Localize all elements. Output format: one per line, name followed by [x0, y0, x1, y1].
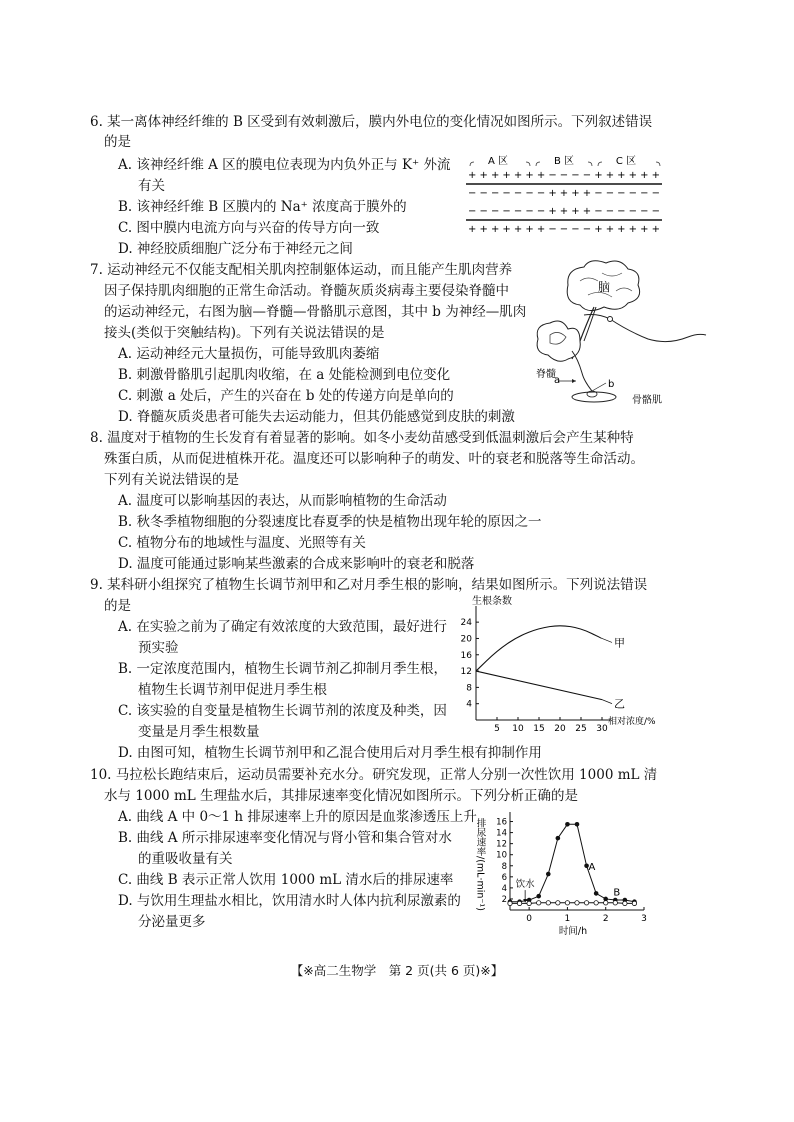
- membrane-row-2: − − − − − − − + + + + − − − − − −: [468, 188, 660, 199]
- x-tick-label: 2: [602, 914, 609, 924]
- x-tick-label: 25: [575, 724, 587, 734]
- x-tick-label: 15: [533, 724, 545, 734]
- y-tick-label: 24: [460, 618, 472, 629]
- q10-option-b-cont: 的重吸收量有关: [138, 851, 233, 867]
- point-B: [632, 901, 636, 905]
- brain-label: 脑: [597, 280, 611, 294]
- y-axis-label: 排尿速率/(mL·min⁻¹): [474, 818, 486, 911]
- y-tick-label: 14: [496, 828, 507, 839]
- zone-a-label: A 区: [487, 156, 509, 167]
- q7-stem-line1: 7. 运动神经元不仅能支配相关肌肉控制躯体运动，而且能产生肌肉营养: [90, 262, 513, 278]
- q8-stem-line2: 殊蛋白质，从而促进植株开花。温度还可以影响种子的萌发、叶的衰老和脱落等生命活动。: [104, 451, 644, 467]
- point-A: [556, 836, 561, 841]
- series-label-0: 甲: [614, 636, 625, 650]
- point-B: [517, 901, 521, 905]
- point-B: [594, 901, 598, 905]
- x-tick-label: 1: [564, 914, 571, 924]
- q9-stem-line1: 9. 某科研小组探究了植物生长调节剂甲和乙对月季生根的影响，结果如图所示。下列说法错误: [90, 577, 648, 593]
- q9-option-d: D. 由图可知，植物生长调节剂甲和乙混合使用后对月季生根有抑制作用: [118, 745, 542, 761]
- q7-option-a: A. 运动神经元大量损伤，可能导致肌肉萎缩: [118, 346, 380, 362]
- q8-option-d: D. 温度可能通过影响某些激素的合成来影响叶的衰老和脱落: [118, 556, 475, 572]
- series-line-1: [476, 671, 602, 700]
- y-tick-label: 8: [501, 861, 507, 872]
- point-B: [546, 901, 550, 905]
- x-tick-label: 10: [512, 724, 524, 734]
- y-tick-label: 8: [466, 683, 472, 694]
- x-axis-label: 时间/h: [558, 926, 588, 937]
- muscle-label: 骨骼肌: [632, 395, 662, 406]
- series-line-0: [476, 626, 602, 671]
- q10-option-d-cont: 分泌量更多: [138, 914, 206, 930]
- point-B: [623, 901, 627, 905]
- q8-option-c: C. 植物分布的地域性与温度、光照等有关: [118, 535, 366, 551]
- q6-stem-line2: 的是: [104, 134, 131, 150]
- q10-stem-line1: 10. 马拉松长跑结束后，运动员需要补充水分。研究发现，正常人分别一次性饮用 1000 mL 清: [90, 767, 658, 783]
- point-B: [527, 901, 531, 905]
- q9-option-c: C. 该实验的自变量是植物生长调节剂的浓度及种类，因: [118, 703, 447, 719]
- q6-option-d: D. 神经胶质细胞广泛分布于神经元之间: [118, 241, 353, 257]
- point-a-label: a: [554, 375, 561, 386]
- q7-option-d: D. 脊髓灰质炎患者可能失去运动能力，但其仍能感觉到皮肤的刺激: [118, 409, 515, 425]
- q6-option-a: A. 该神经纤维 A 区的膜电位表现为内负外正与 K⁺ 外流: [118, 157, 451, 173]
- membrane-row-4: + + + + + + + − − − − + + + + + +: [468, 224, 660, 235]
- point-A: [546, 872, 551, 877]
- point-B: [575, 901, 579, 905]
- zone-c-label: C 区: [615, 156, 637, 167]
- q9-option-b-cont: 植物生长调节剂甲促进月季生根: [138, 682, 327, 698]
- q6-option-a-cont: 有关: [138, 178, 165, 194]
- series-label-1: 乙: [614, 697, 625, 711]
- q10-option-c: C. 曲线 B 表示正常人饮用 1000 mL 清水后的排尿速率: [118, 872, 454, 888]
- point-A: [575, 822, 580, 827]
- point-B: [508, 901, 512, 905]
- q6-membrane-figure: [466, 150, 664, 234]
- q7-stem-line2: 因子保持肌肉细胞的正常生命活动。脊髓灰质炎病毒主要侵染脊髓中: [104, 283, 509, 299]
- x-tick-label: 0: [526, 914, 533, 924]
- q7-stem-line3: 的运动神经元，右图为脑—脊髓—骨骼肌示意图，其中 b 为神经—肌肉: [104, 304, 527, 320]
- y-tick-label: 10: [496, 850, 507, 861]
- q9-option-c-cont: 变量是月季生根数量: [138, 724, 260, 740]
- y-tick-label: 4: [466, 699, 472, 710]
- q9-option-b: B. 一定浓度范围内，植物生长调节剂乙抑制月季生根，: [118, 661, 448, 677]
- y-tick-label: 2: [501, 894, 507, 905]
- point-B: [556, 901, 560, 905]
- x-tick-label: 30: [596, 724, 608, 734]
- q6-option-c: C. 图中膜内电流方向与兴奋的传导方向一致: [118, 220, 380, 236]
- series-leader-1: [602, 700, 612, 704]
- y-tick-label: 12: [496, 839, 507, 850]
- q9-rooting-chart: [452, 594, 656, 744]
- x-tick-label: 5: [494, 724, 500, 734]
- point-B: [584, 901, 588, 905]
- q10-option-d: D. 与饮用生理盐水相比，饮用清水时人体内抗利尿激素的: [118, 893, 461, 909]
- point-B: [604, 901, 608, 905]
- x-axis-label: 相对浓度/%: [608, 717, 656, 727]
- membrane-row-1: + + + + + + + − − − − + + + + + +: [468, 170, 660, 181]
- page-footer: 【※高二生物学 第 2 页(共 6 页)※】: [290, 963, 504, 978]
- q8-stem-line3: 下列有关说法错误的是: [104, 472, 239, 488]
- y-tick-label: 4: [501, 883, 507, 894]
- q10-urine-rate-chart: [476, 808, 676, 942]
- x-tick-label: 20: [554, 724, 566, 734]
- y-axis-label: 生根条数: [472, 596, 512, 607]
- spinal-cord-label: 脊髓: [536, 369, 556, 380]
- point-B: [565, 901, 569, 905]
- membrane-row-3: − − − − − − − + + + + − − − − − −: [468, 206, 660, 217]
- y-tick-label: 16: [460, 650, 472, 661]
- y-tick-label: 20: [460, 634, 472, 645]
- x-tick-label: 3: [641, 914, 647, 924]
- point-B: [613, 901, 617, 905]
- q6-option-b: B. 该神经纤维 B 区膜内的 Na⁺ 浓度高于膜外的: [118, 199, 407, 215]
- series-label-B: B: [613, 887, 621, 899]
- point-A: [565, 822, 570, 827]
- q9-stem-line2: 的是: [104, 598, 131, 614]
- point-A: [594, 891, 599, 896]
- q10-option-b: B. 曲线 A 所示排尿速率变化情况与肾小管和集合管对水: [118, 830, 452, 846]
- series-label-A: A: [588, 862, 596, 874]
- q7-option-c: C. 刺激 a 处后，产生的兴奋在 b 处的传递方向是单向的: [118, 388, 454, 404]
- y-tick-label: 12: [460, 667, 472, 678]
- point-b-label: b: [608, 379, 615, 390]
- q7-option-b: B. 刺激骨骼肌引起肌肉收缩，在 a 处能检测到电位变化: [118, 367, 451, 383]
- q8-option-b: B. 秋冬季植物细胞的分裂速度比春夏季的快是植物出现年轮的原因之一: [118, 514, 542, 530]
- q8-option-a: A. 温度可以影响基因的表达，从而影响植物的生命活动: [118, 493, 447, 509]
- q7-stem-line4: 接头(类似于突触结构)。下列有关说法错误的是: [104, 325, 385, 341]
- series-leader-0: [602, 638, 612, 642]
- q9-option-a: A. 在实验之前为了确定有效浓度的大致范围，最好进行: [118, 619, 447, 635]
- y-tick-label: 16: [496, 817, 507, 828]
- point-A: [536, 894, 541, 899]
- q9-option-a-cont: 预实验: [138, 640, 179, 656]
- drink-annotation: 饮水: [515, 878, 535, 890]
- q10-stem-line2: 水与 1000 mL 生理盐水后，其排尿速率变化情况如图所示。下列分析正确的是: [104, 788, 578, 804]
- q8-stem-line1: 8. 温度对于植物的生长发育有着显著的影响。如冬小麦幼苗感受到低温刺激后会产生某种特: [90, 430, 634, 446]
- q7-brain-muscle-figure: [528, 255, 708, 420]
- q6-stem-line1: 6. 某一离体神经纤维的 B 区受到有效刺激后，膜内外电位的变化情况如图所示。下列叙述错误: [90, 114, 653, 130]
- zone-b-label: B 区: [553, 156, 575, 167]
- q10-option-a: A. 曲线 A 中 0～1 h 排尿速率上升的原因是血浆渗透压上升: [118, 809, 477, 825]
- y-tick-label: 6: [501, 872, 507, 883]
- spinal-cord-section: [537, 321, 580, 361]
- point-B: [537, 901, 541, 905]
